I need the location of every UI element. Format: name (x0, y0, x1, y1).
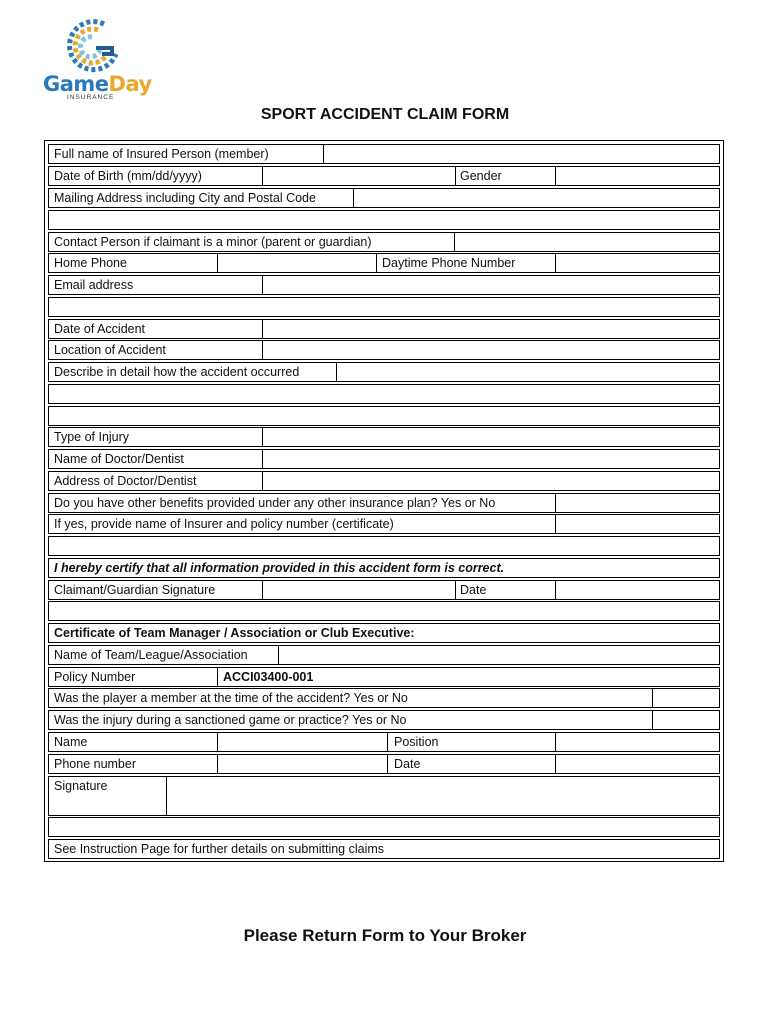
claim-form (44, 140, 724, 862)
gender-input[interactable] (555, 166, 720, 186)
date-accident-input[interactable] (262, 319, 720, 339)
claimant-date-input[interactable] (555, 580, 720, 600)
sanctioned-answer-input[interactable] (652, 710, 720, 730)
label-daytime-phone: Daytime Phone Number (382, 256, 516, 270)
signature-input[interactable] (166, 776, 720, 816)
row-blank-1 (48, 297, 720, 317)
email-input[interactable] (262, 275, 720, 295)
doctor-address-input[interactable] (262, 471, 720, 491)
gameday-wordmark (43, 72, 152, 96)
row-policy-number (48, 667, 720, 687)
label-contact: Contact Person if claimant is a minor (parent or guardian) (54, 235, 372, 249)
row-mailing (48, 188, 720, 208)
row-doctor-address (48, 471, 720, 491)
other-benefits-input[interactable] (555, 493, 720, 513)
row-phone-date (48, 754, 720, 774)
row-insurer (48, 514, 720, 534)
row-describe (48, 362, 720, 382)
label-home-phone: Home Phone (54, 256, 127, 270)
name-input[interactable] (217, 732, 388, 752)
label-claimant-date: Date (460, 583, 487, 597)
label-gender: Gender (460, 169, 502, 183)
row-email (48, 275, 720, 295)
label-other-benefits: Do you have other benefits provided under any other insurance plan? Yes or No (54, 496, 496, 510)
injury-type-input[interactable] (262, 427, 720, 447)
dob-input[interactable] (262, 166, 456, 186)
label-doctor-address: Address of Doctor/Dentist (54, 474, 197, 488)
claimant-signature-input[interactable] (262, 580, 456, 600)
label-date: Date (394, 757, 421, 771)
certify-statement: I hereby certify that all information provided in this accident form is correct. (54, 561, 505, 575)
insurer-input[interactable] (555, 514, 720, 534)
member-answer-input[interactable] (652, 688, 720, 708)
contact-input[interactable] (454, 232, 720, 252)
policy-number-value: ACCI03400-001 (223, 670, 314, 684)
row-describe-extra-1[interactable] (48, 384, 720, 404)
label-injury-type: Type of Injury (54, 430, 130, 444)
row-sanctioned-question (48, 710, 720, 730)
label-mailing: Mailing Address including City and Postal Code (54, 191, 316, 205)
label-insurer: If yes, provide name of Insurer and policy number (certificate) (54, 517, 394, 531)
label-location: Location of Accident (54, 343, 166, 357)
logo-word-game: Game (43, 72, 109, 96)
row-cert-heading (48, 623, 720, 643)
label-claimant-signature: Claimant/Guardian Signature (54, 583, 216, 597)
row-team-name (48, 645, 720, 665)
label-sanctioned-question: Was the injury during a sanctioned game or practice? Yes or No (54, 713, 407, 727)
full-name-input[interactable] (323, 144, 720, 164)
policy-number-field (217, 667, 720, 687)
mailing-input[interactable] (353, 188, 720, 208)
phone-input[interactable] (217, 754, 388, 774)
logo-subtitle: INSURANCE (67, 94, 115, 101)
row-other-benefits (48, 493, 720, 513)
label-policy-number: Policy Number (54, 670, 136, 684)
label-date-accident: Date of Accident (54, 322, 146, 336)
doctor-name-input[interactable] (262, 449, 720, 469)
row-phones (48, 253, 720, 273)
date-input[interactable] (555, 754, 720, 774)
row-member-question (48, 688, 720, 708)
label-phone: Phone number (54, 757, 137, 771)
position-input[interactable] (555, 732, 720, 752)
label-name: Name (54, 735, 88, 749)
row-contact (48, 232, 720, 252)
label-full-name: Full name of Insured Person (member) (54, 147, 269, 161)
label-doctor-name: Name of Doctor/Dentist (54, 452, 184, 466)
label-member-question: Was the player a member at the time of the accident? Yes or No (54, 691, 408, 705)
location-input[interactable] (262, 340, 720, 360)
row-name-position (48, 732, 720, 752)
row-describe-extra-2[interactable] (48, 406, 720, 426)
row-date-accident (48, 319, 720, 339)
see-instructions-note: See Instruction Page for further details on submitting claims (54, 842, 385, 856)
form-title: SPORT ACCIDENT CLAIM FORM (260, 106, 510, 123)
logo-word-day: Day (108, 72, 152, 96)
team-name-input[interactable] (278, 645, 720, 665)
row-location (48, 340, 720, 360)
row-claimant-signature (48, 580, 720, 600)
cert-heading: Certificate of Team Manager / Association or Club Executive: (54, 626, 415, 640)
row-mailing-extra[interactable] (48, 210, 720, 230)
daytime-phone-input[interactable] (555, 253, 720, 273)
return-form-note: Please Return Form to Your Broker (243, 926, 527, 945)
label-describe: Describe in detail how the accident occurred (54, 365, 300, 379)
label-dob: Date of Birth (mm/dd/yyyy) (54, 169, 202, 183)
describe-input[interactable] (336, 362, 720, 382)
row-blank-3 (48, 601, 720, 621)
label-team-name: Name of Team/League/Association (54, 648, 248, 662)
row-full-name (48, 144, 720, 164)
row-certify (48, 558, 720, 578)
row-doctor-name (48, 449, 720, 469)
label-signature: Signature (54, 779, 108, 793)
home-phone-input[interactable] (217, 253, 377, 273)
row-see-instructions (48, 839, 720, 859)
row-blank-2 (48, 536, 720, 556)
row-injury-type (48, 427, 720, 447)
label-email: Email address (54, 278, 134, 292)
row-dob (48, 166, 720, 186)
label-position: Position (394, 735, 439, 749)
row-blank-4 (48, 817, 720, 837)
row-signature (48, 776, 720, 816)
